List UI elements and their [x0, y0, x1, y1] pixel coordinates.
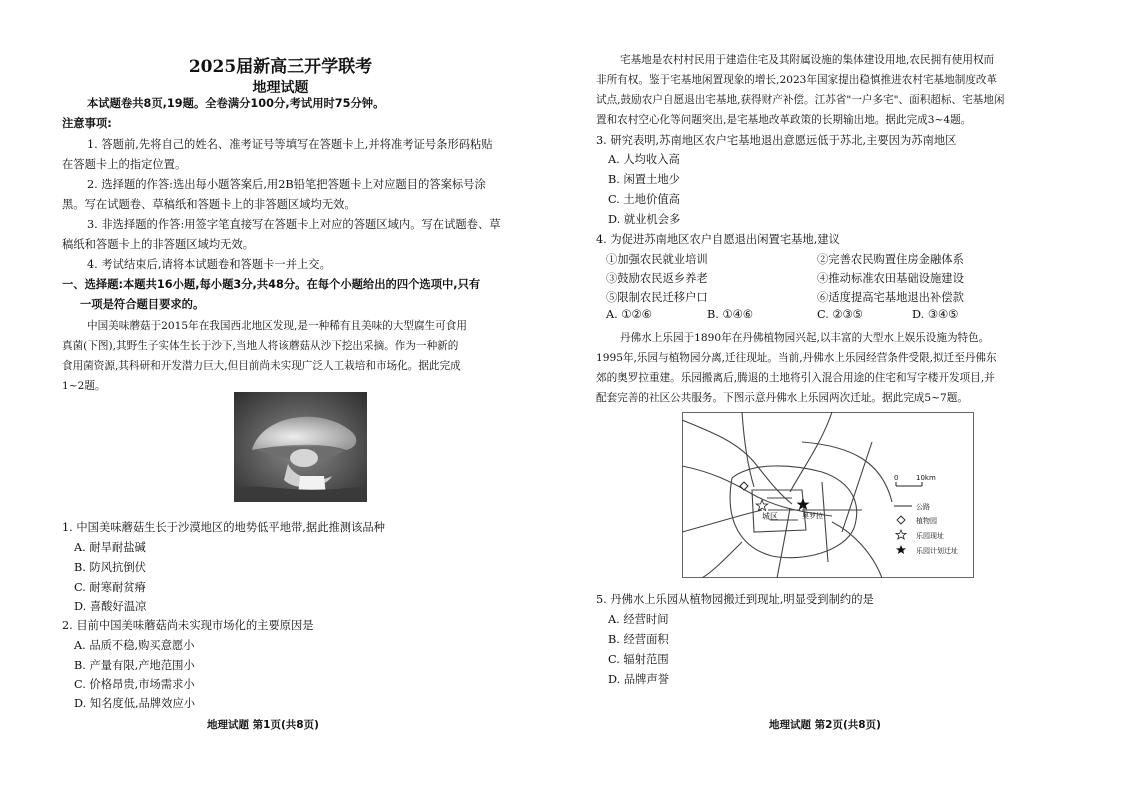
notice-line: 2. 选择题的作答:选出每小题答案后,用2B铅笔把答题卡上对应题目的答案标号涂 — [87, 178, 486, 191]
left-page — [0, 0, 561, 794]
question-3-option[interactable]: D. 就业机会多 — [608, 213, 681, 226]
passage-line: 郊的奥罗拉重建。乐园搬离后,腾退的土地将引入混合用途的住宅和写字楼开发项目,并 — [596, 372, 995, 384]
passage-line: 食用菌资源,其科研和开发潜力巨大,但目前尚未实现广泛人工栽培和市场化。据此完成 — [62, 360, 461, 372]
mushroom-photo — [234, 392, 367, 502]
passage-line: 配套完善的社区公共服务。下图示意丹佛水上乐园两次迁址。据此完成5~7题。 — [596, 392, 968, 404]
passage-line: 中国美味蘑菇于2015年在我国西北地区发现,是一种稀有且美味的大型腐生可食用 — [87, 320, 467, 332]
question-4-option[interactable]: C. ②③⑤ — [817, 308, 863, 321]
notice-line: 稿纸和答题卡上的非答题区域均无效。 — [62, 238, 255, 251]
passage-line: 真菌(下图),其野生子实体生长于沙下,当地人将该蘑菇从沙下挖出采摘。作为一种新的 — [62, 340, 459, 352]
passage-line: 宅基地是农村村民用于建造住宅及其附属设施的集体建设用地,农民拥有使用权而 — [620, 54, 995, 66]
passage-line: 丹佛水上乐园于1890年在丹佛植物园兴起,以丰富的大型水上娱乐设施为特色。 — [620, 332, 990, 344]
notice-line: 3. 非选择题的作答:用签字笔直接写在答题卡上对应的答题区域内。写在试题卷、草 — [87, 218, 501, 231]
scale-zero: 0 — [894, 474, 899, 482]
passage-line: 非所有权。鉴于宅基地闲置现象的增长,2023年国家提出稳慎推进农村宅基地制度改革 — [596, 74, 998, 86]
question-4-option[interactable]: B. ①④⑥ — [707, 308, 753, 321]
question-3-stem: 3. 研究表明,苏南地区农户宅基地退出意愿远低于苏北,主要因为苏南地区 — [596, 134, 957, 147]
question-2-option[interactable]: C. 价格昂贵,市场需求小 — [74, 678, 195, 691]
passage-line: 置和农村空心化等问题突出,是宅基地改革政策的长期输出地。据此完成3~4题。 — [596, 114, 972, 126]
question-1-option[interactable]: A. 耐旱耐盐碱 — [74, 541, 146, 554]
question-3-option[interactable]: C. 土地价值高 — [608, 193, 680, 206]
section-heading-cont: 一项是符合题目要求的。 — [80, 298, 205, 311]
question-4-item: ⑤限制农民迁移户口 — [606, 291, 708, 304]
question-4-option[interactable]: D. ③④⑤ — [912, 308, 959, 321]
question-5-option[interactable]: D. 品牌声誉 — [608, 673, 670, 686]
question-2-option[interactable]: D. 知名度低,品牌效应小 — [74, 697, 196, 710]
notice-line: 4. 考试结束后,请将本试题卷和答题卡一并上交。 — [87, 258, 331, 271]
exam-subtitle: 地理试题 — [252, 80, 309, 96]
page-footer: 地理试题 第2页(共8页) — [769, 719, 881, 731]
question-5-stem: 5. 丹佛水上乐园从植物园搬迁到现址,明显受到制约的是 — [596, 593, 874, 606]
district-label: 城区 — [762, 512, 778, 521]
question-4-item: ④推动标准农田基础设施建设 — [817, 272, 964, 285]
notice-line: 黑。写在试题卷、草稿纸和答题卡上的非答题区域均无效。 — [62, 198, 356, 211]
legend-current-park: 乐园现址 — [916, 532, 944, 540]
page-footer: 地理试题 第1页(共8页) — [207, 719, 319, 731]
question-2-option[interactable]: B. 产量有限,产地范围小 — [74, 659, 195, 672]
question-1-option[interactable]: D. 喜酸好温凉 — [74, 600, 147, 613]
question-1-option[interactable]: B. 防风抗倒伏 — [74, 561, 146, 574]
notice-line: 1. 答题前,先将自己的姓名、准考证号等填写在答题卡上,并将准考证号条形码粘贴 — [87, 138, 493, 151]
question-4-option[interactable]: A. ①②⑥ — [606, 308, 652, 321]
notice-heading: 注意事项: — [62, 117, 112, 130]
question-2-stem: 2. 目前中国美味蘑菇尚未实现市场化的主要原因是 — [62, 619, 314, 632]
notice-line: 在答题卡上的指定位置。 — [62, 158, 187, 171]
passage-line: 1~2题。 — [62, 380, 106, 392]
question-4-item: ②完善农民购置住房金融体系 — [817, 253, 964, 266]
question-4-stem: 4. 为促进苏南地区农户自愿退出闲置宅基地,建议 — [596, 233, 840, 246]
question-1-option[interactable]: C. 耐寒耐贫瘠 — [74, 581, 146, 594]
passage-line: 1995年,乐园与植物园分离,迁往现址。当前,丹佛水上乐园经营条件受限,拟迁至丹佛东 — [596, 352, 997, 364]
legend-botanical-garden: 植物园 — [916, 517, 937, 525]
exam-intro: 本试题卷共8页,19题。全卷满分100分,考试用时75分钟。 — [87, 97, 385, 110]
passage-line: 试点,鼓励农户自愿退出宅基地,获得财产补偿。江苏省"一户多宅"、面积超标、宅基地闲 — [596, 94, 1005, 106]
exam-title: 2025届新高三开学联考 — [188, 57, 373, 77]
question-3-option[interactable]: B. 闲置土地少 — [608, 173, 680, 186]
question-1-stem: 1. 中国美味蘑菇生长于沙漠地区的地势低平地带,据此推测该品种 — [62, 521, 385, 534]
legend-planned-site: 乐园计划迁址 — [916, 547, 958, 555]
question-4-item: ⑥适度提高宅基地退出补偿款 — [817, 291, 964, 304]
aurora-label: 奥罗拉 — [802, 512, 823, 520]
section-heading: 一、选择题:本题共16小题,每小题3分,共48分。在每个小题给出的四个选项中,只有 — [62, 278, 481, 291]
scale-label: 10km — [916, 474, 936, 482]
question-3-option[interactable]: A. 人均收入高 — [608, 153, 680, 166]
question-5-option[interactable]: A. 经营时间 — [608, 613, 669, 626]
question-2-option[interactable]: A. 品质不稳,购买意愿小 — [74, 639, 195, 652]
question-5-option[interactable]: C. 辐射范围 — [608, 653, 669, 666]
legend-road: 公路 — [916, 503, 930, 511]
question-4-item: ①加强农民就业培训 — [606, 253, 708, 266]
question-4-item: ③鼓励农民返乡养老 — [606, 272, 708, 285]
question-5-option[interactable]: B. 经营面积 — [608, 633, 669, 646]
denver-map — [682, 412, 974, 578]
